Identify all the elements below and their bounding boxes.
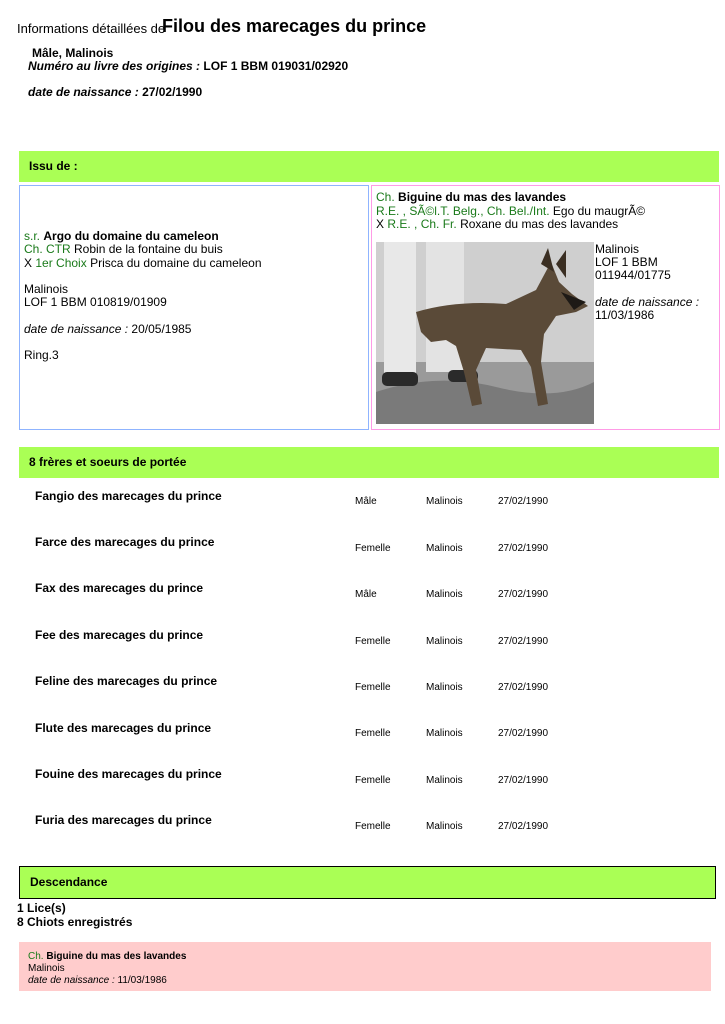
sire-mother[interactable] — [24, 256, 262, 270]
dam-mother-x: X — [376, 217, 385, 231]
sire-card[interactable] — [19, 185, 369, 430]
sibling-breed: Malinois — [426, 728, 463, 739]
desc-breed: Malinois — [28, 963, 65, 974]
sire-mother-title: 1er Choix — [35, 256, 87, 270]
dam-dob-value: 11/03/1986 — [595, 308, 655, 322]
sibling-breed: Malinois — [426, 589, 463, 600]
dam-lof-2: 011944/01775 — [595, 268, 671, 282]
lof-label: Numéro au livre des origines : — [28, 59, 201, 73]
sire-father[interactable] — [24, 242, 223, 256]
sibling-date: 27/02/1990 — [498, 728, 549, 739]
sibling-breed: Malinois — [426, 775, 463, 786]
chiots-count: 8 Chiots enregistrés — [17, 915, 133, 929]
sibling-breed: Malinois — [426, 496, 463, 507]
sire-dob-label: date de naissance : — [24, 322, 129, 336]
sibling-date: 27/02/1990 — [498, 636, 549, 647]
dog-photo — [376, 242, 594, 424]
sibling-name[interactable]: Fax des marecages du prince — [35, 581, 204, 595]
page-title: Filou des marecages du prince — [162, 16, 427, 36]
lof-line — [28, 59, 348, 73]
sire-dob-value: 20/05/1985 — [131, 322, 192, 336]
sibling-sex: Femelle — [355, 543, 391, 554]
sibling-name[interactable]: Furia des marecages du prince — [35, 813, 212, 827]
dam-prefix: Ch. — [376, 190, 395, 204]
sibling-name[interactable]: Fangio des marecages du prince — [35, 489, 222, 503]
dam-mother[interactable] — [376, 217, 618, 231]
desc-name[interactable]: Biguine du mas des lavandes — [46, 951, 187, 962]
sire-father-name[interactable]: Robin de la fontaine du buis — [74, 242, 223, 256]
sibling-breed: Malinois — [426, 821, 463, 832]
sibling-sex: Femelle — [355, 682, 391, 693]
sibling-date: 27/02/1990 — [498, 821, 549, 832]
sibling-name[interactable]: Farce des marecages du prince — [35, 535, 215, 549]
sire-father-title: Ch. CTR — [24, 242, 71, 256]
sire-title[interactable] — [24, 229, 219, 243]
dam-dob-label: date de naissance : — [595, 295, 700, 309]
section-issu-header: Issu de : — [19, 151, 719, 182]
sire-extra: Ring.3 — [24, 348, 59, 362]
sibling-sex: Femelle — [355, 636, 391, 647]
sire-mother-x: X — [24, 256, 33, 270]
dam-title[interactable] — [376, 190, 566, 204]
dam-mother-title: R.E. , Ch. Fr. — [387, 217, 457, 231]
sire-dob — [24, 322, 191, 336]
sibling-sex: Mâle — [355, 496, 377, 507]
sibling-sex: Femelle — [355, 728, 391, 739]
sire-breed: Malinois — [24, 282, 69, 296]
lices-count: 1 Lice(s) — [17, 901, 66, 915]
sibling-name[interactable]: Flute des marecages du prince — [35, 721, 212, 735]
dam-father[interactable] — [376, 204, 645, 218]
sibling-name[interactable]: Feline des marecages du prince — [35, 674, 218, 688]
sibling-date: 27/02/1990 — [498, 543, 549, 554]
sex-breed: Mâle, Malinois — [32, 46, 114, 60]
sire-lof: LOF 1 BBM 010819/01909 — [24, 295, 167, 309]
sibling-date: 27/02/1990 — [498, 496, 549, 507]
desc-dob-label: date de naissance : — [28, 975, 115, 986]
sibling-sex: Femelle — [355, 775, 391, 786]
desc-title[interactable] — [28, 951, 711, 963]
sibling-name[interactable]: Fee des marecages du prince — [35, 628, 204, 642]
sire-prefix: s.r. — [24, 229, 41, 243]
sibling-date: 27/02/1990 — [498, 682, 549, 693]
sire-name[interactable]: Argo du domaine du cameleon — [43, 229, 219, 243]
sibling-name[interactable]: Fouine des marecages du prince — [35, 767, 222, 781]
dob-label: date de naissance : — [28, 85, 139, 99]
dam-father-name[interactable]: Ego du maugrÃ© — [552, 204, 646, 218]
desc-dob — [28, 975, 711, 987]
desc-dob-value: 11/03/1986 — [117, 975, 167, 986]
sibling-breed: Malinois — [426, 543, 463, 554]
section-siblings-header: 8 frères et soeurs de portée — [19, 447, 719, 478]
lof-value: LOF 1 BBM 019031/02920 — [203, 59, 349, 73]
descendance-card[interactable] — [19, 942, 711, 991]
dam-mother-name[interactable]: Roxane du mas des lavandes — [460, 217, 619, 231]
sibling-breed: Malinois — [426, 682, 463, 693]
sibling-breed: Malinois — [426, 636, 463, 647]
sibling-sex: Femelle — [355, 821, 391, 832]
desc-prefix: Ch. — [28, 951, 44, 962]
sibling-sex: Mâle — [355, 589, 377, 600]
dam-card[interactable] — [371, 185, 720, 430]
section-descendance-header: Descendance — [19, 866, 716, 899]
dam-name[interactable]: Biguine du mas des lavandes — [398, 190, 567, 204]
page-title-prefix: Informations détaillées de — [17, 21, 166, 36]
sibling-date: 27/02/1990 — [498, 589, 549, 600]
dam-breed: Malinois — [595, 242, 640, 256]
sire-mother-name[interactable]: Prisca du domaine du cameleon — [90, 256, 262, 270]
offspring-counts — [17, 901, 132, 929]
dob-value: 27/02/1990 — [142, 85, 203, 99]
dam-lof-1: LOF 1 BBM — [595, 255, 658, 269]
dob-line — [28, 85, 202, 99]
sibling-date: 27/02/1990 — [498, 775, 549, 786]
dam-father-title: R.E. , SÃ©l.T. Belg., Ch. Bel./Int. — [376, 204, 550, 218]
